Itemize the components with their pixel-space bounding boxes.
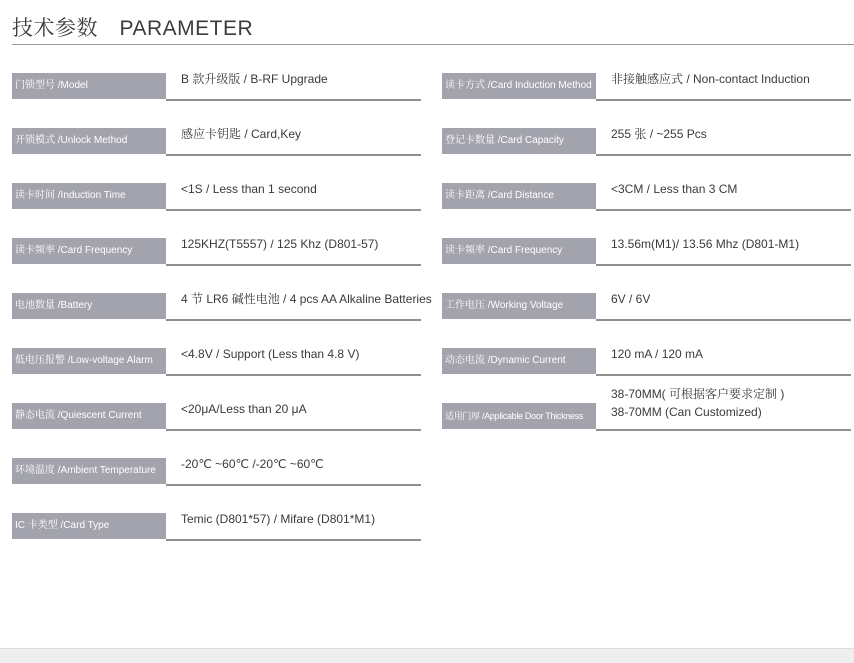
param-value: 感应卡钥匙 / Card,Key (181, 127, 302, 141)
param-value: <20μA/Less than 20 μA (181, 402, 307, 416)
row-underline (166, 484, 421, 486)
param-label: 读卡方式 /Card Induction Method (442, 73, 596, 99)
param-value: <1S / Less than 1 second (181, 182, 317, 196)
title-divider (12, 44, 854, 45)
param-label: 工作电压 /Working Voltage (442, 293, 596, 319)
param-value: 125KHZ(T5557) / 125 Khz (D801-57) (181, 237, 379, 251)
row-underline (166, 209, 421, 211)
param-value: -20℃ ~60℃ /-20℃ ~60℃ (181, 457, 324, 471)
param-label: 登记卡数量 /Card Capacity (442, 128, 596, 154)
param-row-quiescent-current (12, 400, 421, 431)
param-label: 门锁型号 /Model (12, 73, 166, 99)
param-row-card-frequency (12, 235, 421, 266)
footer-bar (0, 648, 854, 663)
row-underline (166, 539, 421, 541)
row-underline (166, 319, 421, 321)
param-value: 非接触感应式 / Non-contact Induction (611, 72, 810, 86)
row-underline (596, 374, 851, 376)
param-label: 环境温度 /Ambient Temperature (12, 458, 166, 484)
row-underline (596, 99, 851, 101)
row-underline (596, 319, 851, 321)
param-value: Temic (D801*57) / Mifare (D801*M1) (181, 512, 376, 526)
param-row-door-thickness (442, 387, 851, 431)
param-value: <3CM / Less than 3 CM (611, 182, 738, 196)
param-label: 静态电流 /Quiescent Current (12, 403, 166, 429)
row-underline (166, 264, 421, 266)
param-value: <4.8V / Support (Less than 4.8 V) (181, 347, 360, 361)
param-label: 低电压报警 /Low-voltage Alarm (12, 348, 166, 374)
param-value: B 款升级版 / B-RF Upgrade (181, 72, 328, 86)
param-label: 适用门厚 /Applicable Door Thickness (442, 403, 596, 429)
param-row-card-frequency-m1 (442, 235, 851, 266)
row-underline (596, 154, 851, 156)
row-underline (166, 99, 421, 101)
param-row-card-type (12, 510, 421, 541)
row-underline (166, 374, 421, 376)
param-label: 读卡距离 /Card Distance (442, 183, 596, 209)
param-row-low-voltage-alarm (12, 345, 421, 376)
param-row-card-capacity (442, 125, 851, 156)
param-row-model (12, 70, 421, 101)
param-label: 电池数量 /Battery (12, 293, 166, 319)
row-underline (596, 209, 851, 211)
param-label: IC 卡类型 /Card Type (12, 513, 166, 539)
param-label: 开锁模式 /Unlock Method (12, 128, 166, 154)
param-value: 6V / 6V (611, 292, 651, 306)
param-row-card-induction-method (442, 70, 851, 101)
param-row-induction-time (12, 180, 421, 211)
param-value: 13.56m(M1)/ 13.56 Mhz (D801-M1) (611, 237, 800, 251)
param-label: 读卡频率 /Card Frequency (442, 238, 596, 264)
param-value: 255 张 / ~255 Pcs (611, 127, 707, 141)
param-value: 120 mA / 120 mA (611, 347, 704, 361)
param-value: 4 节 LR6 碱性电池 / 4 pcs AA Alkaline Batteries (181, 292, 432, 306)
row-underline (166, 154, 421, 156)
row-underline (596, 264, 851, 266)
param-label: 读卡频率 /Card Frequency (12, 238, 166, 264)
param-row-working-voltage (442, 290, 851, 321)
page-title: 技术参数 PARAMETER (12, 17, 254, 40)
param-label: 动态电流 /Dynamic Current (442, 348, 596, 374)
row-underline (596, 429, 851, 431)
param-row-dynamic-current (442, 345, 851, 376)
param-label: 读卡时间 /Induction Time (12, 183, 166, 209)
row-underline (166, 429, 421, 431)
param-value: 38-70MM( 可根据客户要求定制 ) 38-70MM (Can Customized) (611, 387, 785, 419)
param-row-card-distance (442, 180, 851, 211)
param-row-battery (12, 290, 432, 321)
param-row-unlock-method (12, 125, 421, 156)
param-row-ambient-temperature (12, 455, 421, 486)
